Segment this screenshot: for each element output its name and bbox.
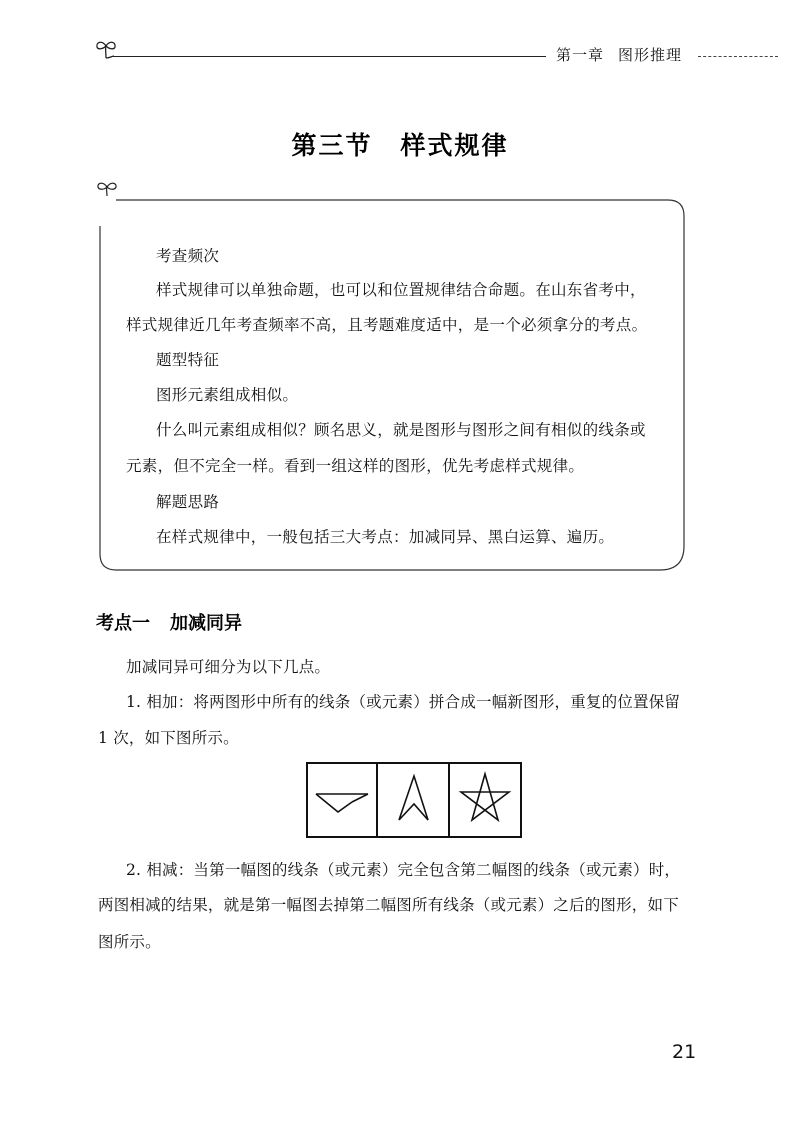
header-rule [112,56,546,57]
kaodian-heading [96,609,242,635]
page-title [0,126,800,162]
approach-line-1: 在样式规律中，一般包括三大考点：加减同异、黑白运算、遍历。 [156,528,615,546]
approach-heading: 解题思路 [156,493,220,511]
chapter-label: 第一章 [556,46,605,64]
freq-line-2: 样式规律近几年考查频率不高，且考题难度适中，是一个必须拿分的考点。 [126,316,648,334]
info-box [98,196,688,574]
header-rule-right [698,56,778,57]
header-chapter [556,44,682,65]
figure-panel-pentagram [449,763,521,837]
figure-panel-triangle [307,763,377,837]
point-1-line-2: 1 次，如下图所示。 [98,729,239,747]
sprout-icon-box [94,178,120,198]
freq-line-1: 样式规律可以单独命题，也可以和位置规律结合命题。在山东省考中， [156,281,646,299]
figure-panel-arrow [377,763,449,837]
feature-heading: 题型特征 [156,351,220,369]
feature-line-3: 元素，但不完全一样。看到一组这样的图形，优先考虑样式规律。 [126,457,585,475]
point-2-line-3: 图所示。 [98,933,161,951]
point-2-line-1: 2. 相减：当第一幅图的线条（或元素）完全包含第二幅图的线条（或元素）时， [126,861,681,879]
feature-line-1: 图形元素组成相似。 [156,386,299,404]
kaodian-name: 加减同异 [170,613,242,634]
point-1-line-1: 1. 相加：将两图形中所有的线条（或元素）拼合成一幅新图形，重复的位置保留 [126,693,681,711]
page-number: 21 [672,1041,697,1063]
chapter-name: 图形推理 [618,46,683,64]
feature-line-2: 什么叫元素组成相似？顾名思义，就是图形与图形之间有相似的线条或 [156,421,646,439]
freq-heading: 考查频次 [156,247,220,265]
figure-row [306,762,522,838]
section-name: 样式规律 [400,131,509,160]
point-2-line-2: 两图相减的结果，就是第一幅图去掉第二幅图所有线条（或元素）之后的图形，如下 [98,896,679,914]
section-number: 第三节 [291,131,373,160]
kaodian-label: 考点一 [96,613,150,634]
intro-paragraph: 加减同异可细分为以下几点。 [126,658,331,676]
